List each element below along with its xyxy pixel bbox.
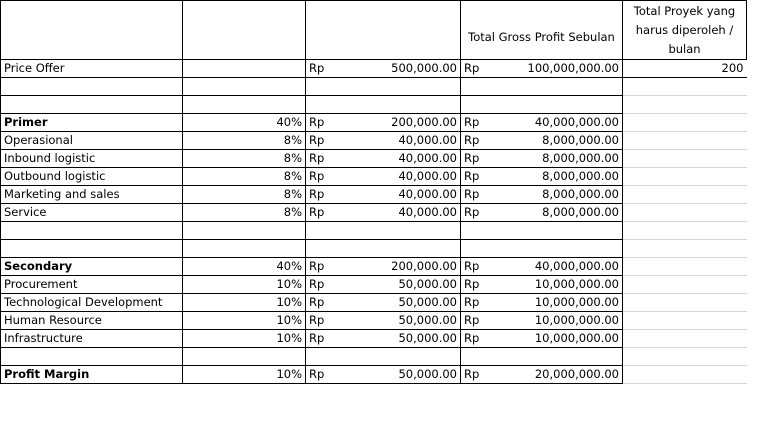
amount-cell[interactable]	[306, 312, 461, 330]
currency-label: Rp	[309, 151, 325, 165]
table-row	[1, 96, 747, 114]
header-cell-empty[interactable]	[306, 1, 461, 60]
table-row	[1, 132, 747, 150]
total-value: 10,000,000.00	[534, 313, 619, 327]
project-count-cell[interactable]: 200	[623, 60, 747, 78]
currency-label: Rp	[309, 313, 325, 327]
currency-label: Rp	[309, 205, 325, 219]
table-row	[1, 114, 747, 132]
header-row	[1, 1, 747, 60]
row-label-cell[interactable]: Technological Development	[1, 294, 183, 312]
header-total-proyek[interactable]: Total Proyek yang harus diperoleh / bulan	[623, 1, 747, 60]
currency-label: Rp	[464, 367, 480, 381]
amount-cell[interactable]	[306, 222, 461, 240]
total-value: 8,000,000.00	[542, 151, 619, 165]
project-count-cell[interactable]	[623, 78, 747, 96]
row-label-cell[interactable]: Operasional	[1, 132, 183, 150]
project-count-cell[interactable]	[623, 258, 747, 276]
table-row	[1, 276, 747, 294]
row-label-cell[interactable]: Primer	[1, 114, 183, 132]
currency-label: Rp	[309, 295, 325, 309]
project-count-cell[interactable]	[623, 348, 747, 366]
table-row	[1, 258, 747, 276]
row-label-cell[interactable]: Marketing and sales	[1, 186, 183, 204]
row-label-cell[interactable]	[1, 240, 183, 258]
table-row	[1, 348, 747, 366]
currency-label: Rp	[309, 133, 325, 147]
table-row	[1, 294, 747, 312]
percent-cell[interactable]: 8%	[183, 168, 306, 186]
amount-cell[interactable]	[306, 204, 461, 222]
amount-value: 50,000.00	[398, 331, 457, 345]
currency-label: Rp	[309, 367, 325, 381]
table-row	[1, 78, 747, 96]
row-label-cell[interactable]: Secondary	[1, 258, 183, 276]
total-value: 10,000,000.00	[534, 331, 619, 345]
total-cell[interactable]	[461, 114, 623, 132]
project-count-cell[interactable]	[623, 240, 747, 258]
amount-cell[interactable]	[306, 240, 461, 258]
currency-label: Rp	[464, 259, 480, 273]
total-cell[interactable]	[461, 168, 623, 186]
amount-cell[interactable]	[306, 258, 461, 276]
amount-cell[interactable]	[306, 168, 461, 186]
total-value: 10,000,000.00	[534, 295, 619, 309]
currency-label: Rp	[464, 277, 480, 291]
total-cell[interactable]	[461, 276, 623, 294]
project-count-cell[interactable]	[623, 132, 747, 150]
currency-label: Rp	[309, 259, 325, 273]
currency-label: Rp	[309, 61, 325, 75]
total-value: 8,000,000.00	[542, 133, 619, 147]
project-count-cell[interactable]	[623, 222, 747, 240]
row-label-cell[interactable]	[1, 348, 183, 366]
total-value: 8,000,000.00	[542, 169, 619, 183]
row-label-cell[interactable]: Price Offer	[1, 60, 183, 78]
amount-value: 50,000.00	[398, 367, 457, 381]
total-value: 20,000,000.00	[534, 367, 619, 381]
row-label-cell[interactable]: Human Resource	[1, 312, 183, 330]
project-count-cell[interactable]	[623, 294, 747, 312]
percent-cell[interactable]: 40%	[183, 114, 306, 132]
total-cell[interactable]	[461, 60, 623, 78]
project-count-cell[interactable]	[623, 312, 747, 330]
header-cell-empty[interactable]	[1, 1, 183, 60]
project-count-cell[interactable]	[623, 276, 747, 294]
total-cell[interactable]	[461, 348, 623, 366]
amount-value: 500,000.00	[391, 61, 457, 75]
percent-cell[interactable]	[183, 60, 306, 78]
percent-cell[interactable]	[183, 222, 306, 240]
amount-value: 40,000.00	[398, 133, 457, 147]
amount-value: 200,000.00	[391, 259, 457, 273]
amount-value: 200,000.00	[391, 115, 457, 129]
table-row	[1, 240, 747, 258]
amount-cell[interactable]	[306, 96, 461, 114]
total-value: 8,000,000.00	[542, 187, 619, 201]
amount-cell[interactable]	[306, 294, 461, 312]
amount-cell[interactable]	[306, 114, 461, 132]
percent-cell[interactable]: 8%	[183, 132, 306, 150]
total-cell[interactable]	[461, 96, 623, 114]
amount-cell[interactable]	[306, 132, 461, 150]
percent-cell[interactable]: 8%	[183, 186, 306, 204]
table-row	[1, 60, 747, 78]
percent-cell[interactable]: 8%	[183, 204, 306, 222]
amount-value: 50,000.00	[398, 277, 457, 291]
total-cell[interactable]	[461, 258, 623, 276]
percent-cell[interactable]	[183, 96, 306, 114]
currency-label: Rp	[309, 115, 325, 129]
total-cell[interactable]	[461, 330, 623, 348]
amount-value: 40,000.00	[398, 151, 457, 165]
amount-value: 50,000.00	[398, 313, 457, 327]
table-row	[1, 330, 747, 348]
currency-label: Rp	[464, 295, 480, 309]
currency-label: Rp	[464, 61, 480, 75]
currency-label: Rp	[464, 151, 480, 165]
header-cell-empty[interactable]	[183, 1, 306, 60]
amount-value: 50,000.00	[398, 295, 457, 309]
currency-label: Rp	[464, 133, 480, 147]
total-cell[interactable]	[461, 132, 623, 150]
percent-cell[interactable]: 8%	[183, 150, 306, 168]
total-value: 10,000,000.00	[534, 277, 619, 291]
total-cell[interactable]	[461, 186, 623, 204]
currency-label: Rp	[309, 277, 325, 291]
total-cell[interactable]	[461, 150, 623, 168]
percent-cell[interactable]: 10%	[183, 366, 306, 384]
row-label-cell[interactable]	[1, 78, 183, 96]
header-gross-profit[interactable]: Total Gross Profit Sebulan	[461, 1, 623, 60]
table-row	[1, 222, 747, 240]
amount-value: 40,000.00	[398, 205, 457, 219]
currency-label: Rp	[464, 115, 480, 129]
total-cell[interactable]	[461, 222, 623, 240]
total-cell[interactable]	[461, 204, 623, 222]
currency-label: Rp	[464, 313, 480, 327]
currency-label: Rp	[309, 331, 325, 345]
table-row	[1, 204, 747, 222]
total-value: 100,000,000.00	[527, 61, 619, 75]
percent-cell[interactable]	[183, 240, 306, 258]
currency-label: Rp	[309, 187, 325, 201]
row-label-cell[interactable]: Profit Margin	[1, 366, 183, 384]
project-count-cell[interactable]	[623, 150, 747, 168]
percent-cell[interactable]: 10%	[183, 330, 306, 348]
project-count-cell[interactable]	[623, 330, 747, 348]
project-count-cell[interactable]	[623, 96, 747, 114]
total-cell[interactable]	[461, 240, 623, 258]
total-value: 40,000,000.00	[534, 115, 619, 129]
table-row	[1, 168, 747, 186]
total-value: 40,000,000.00	[534, 259, 619, 273]
row-label-cell[interactable]	[1, 96, 183, 114]
total-value: 8,000,000.00	[542, 205, 619, 219]
row-label-cell[interactable]: Outbound logistic	[1, 168, 183, 186]
amount-cell[interactable]	[306, 366, 461, 384]
currency-label: Rp	[464, 205, 480, 219]
table-row	[1, 186, 747, 204]
percent-cell[interactable]: 40%	[183, 258, 306, 276]
total-cell[interactable]	[461, 366, 623, 384]
row-label-cell[interactable]: Inbound logistic	[1, 150, 183, 168]
project-count-cell[interactable]	[623, 114, 747, 132]
currency-label: Rp	[309, 169, 325, 183]
table-row	[1, 150, 747, 168]
total-cell[interactable]	[461, 78, 623, 96]
currency-label: Rp	[464, 187, 480, 201]
amount-cell[interactable]	[306, 78, 461, 96]
row-label-cell[interactable]: Service	[1, 204, 183, 222]
amount-value: 40,000.00	[398, 187, 457, 201]
amount-cell[interactable]	[306, 150, 461, 168]
currency-label: Rp	[464, 169, 480, 183]
total-cell[interactable]	[461, 294, 623, 312]
row-label-cell[interactable]: Infrastructure	[1, 330, 183, 348]
amount-cell[interactable]	[306, 60, 461, 78]
row-label-cell[interactable]	[1, 222, 183, 240]
table-row	[1, 366, 747, 384]
percent-cell[interactable]	[183, 348, 306, 366]
row-label-cell[interactable]: Procurement	[1, 276, 183, 294]
percent-cell[interactable]: 10%	[183, 312, 306, 330]
total-cell[interactable]	[461, 312, 623, 330]
currency-label: Rp	[464, 331, 480, 345]
project-count-cell[interactable]	[623, 168, 747, 186]
amount-value: 40,000.00	[398, 169, 457, 183]
amount-cell[interactable]	[306, 348, 461, 366]
project-count-cell[interactable]	[623, 366, 747, 384]
percent-cell[interactable]: 10%	[183, 276, 306, 294]
project-count-cell[interactable]	[623, 186, 747, 204]
amount-cell[interactable]	[306, 330, 461, 348]
table-row	[1, 312, 747, 330]
project-count-cell[interactable]	[623, 204, 747, 222]
percent-cell[interactable]	[183, 78, 306, 96]
amount-cell[interactable]	[306, 276, 461, 294]
percent-cell[interactable]: 10%	[183, 294, 306, 312]
amount-cell[interactable]	[306, 186, 461, 204]
